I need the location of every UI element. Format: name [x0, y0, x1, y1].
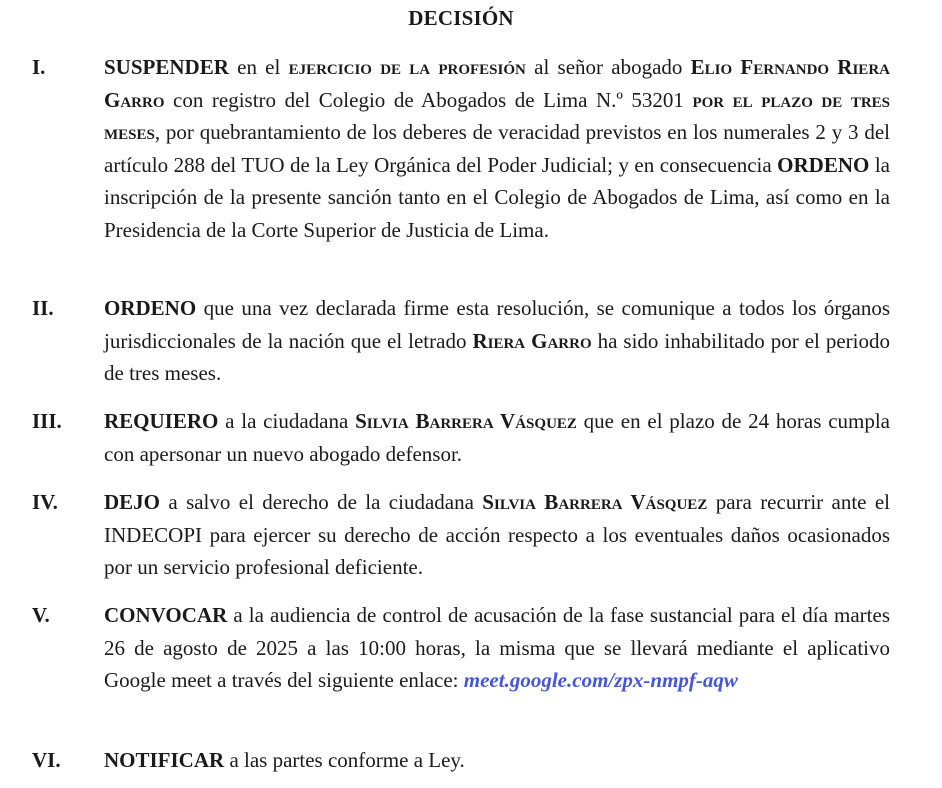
bold-keyword: ORDENO [777, 152, 870, 177]
item-number: II. [32, 296, 54, 320]
small-caps-text: por el plazo de tres meses [104, 87, 890, 145]
text-run: al señor abogado [525, 55, 691, 79]
text-run: con registro del Colegio de Abogados de Lima N.º 53201 [164, 87, 693, 112]
text-run: ha sido inhabilitado por el periodo de tres meses. [104, 328, 890, 386]
bold-keyword: REQUIERO [104, 409, 219, 433]
item-number: IV. [32, 490, 58, 514]
text-run: , por quebrantamiento de los deberes de veracidad previstos en los numerales 2 y 3 del artículo 288 del TUO de la Ley Orgánica del Poder Judicial; y en consecuencia [104, 120, 890, 177]
bold-keyword: NOTIFICAR [104, 748, 225, 772]
bold-keyword: SUSPENDER [104, 55, 229, 79]
small-caps-text: Elio Fernando Riera Garro [104, 55, 890, 112]
item-number: I. [32, 55, 46, 79]
text-run: a salvo el derecho de la ciudadana [160, 490, 483, 514]
text-run: que en el plazo de 24 horas cumpla con apersonar un nuevo abogado defensor. [104, 409, 891, 466]
small-caps-text: Silvia Barrera Vásquez [482, 490, 708, 514]
item-number: V. [32, 603, 50, 627]
item-paragraph [104, 292, 890, 390]
text-run: la inscripción de la presente sanción tanto en el Colegio de Abogados de Lima, así como en la Presidencia de la Corte Superior de Justicia de Lima. [104, 152, 891, 242]
item-paragraph [104, 599, 890, 697]
item-paragraph [104, 486, 890, 584]
item-paragraph [104, 744, 890, 777]
text-run: a las partes conforme a Ley. [224, 748, 465, 772]
item-paragraph [104, 405, 890, 470]
bold-keyword: DEJO [104, 490, 161, 514]
meeting-link[interactable]: meet.google.com/zpx-nmpf-aqw [463, 668, 738, 693]
text-run: en el [228, 55, 289, 79]
bold-keyword: CONVOCAR [104, 603, 228, 627]
item-number: III. [32, 409, 62, 433]
item-paragraph [104, 51, 890, 247]
text-run: que una vez declarada firme esta resolución, se comunique a todos los órganos jurisdiccionales de la nación que el letrado [104, 296, 890, 353]
text-run: a la audiencia de control de acusación de la fase sustancial para el día martes 26 de agosto de 2025 a las 10:00 horas, la misma que se llevará mediante el aplicativo Google meet a través del siguiente enlace: [104, 603, 890, 693]
small-caps-text: Riera Garro [472, 328, 592, 353]
bold-keyword: ORDENO [104, 296, 197, 320]
text-run: para recurrir ante el INDECOPI para ejercer su derecho de acción respecto a los eventuales daños ocasionados por un servicio profesional deficiente. [104, 490, 891, 580]
small-caps-text: ejercicio de la profesión [288, 55, 526, 79]
section-heading: DECISIÓN [408, 6, 514, 30]
text-run: a la ciudadana [218, 409, 356, 433]
item-number: VI. [32, 748, 61, 772]
small-caps-text: Silvia Barrera Vásquez [355, 409, 577, 433]
